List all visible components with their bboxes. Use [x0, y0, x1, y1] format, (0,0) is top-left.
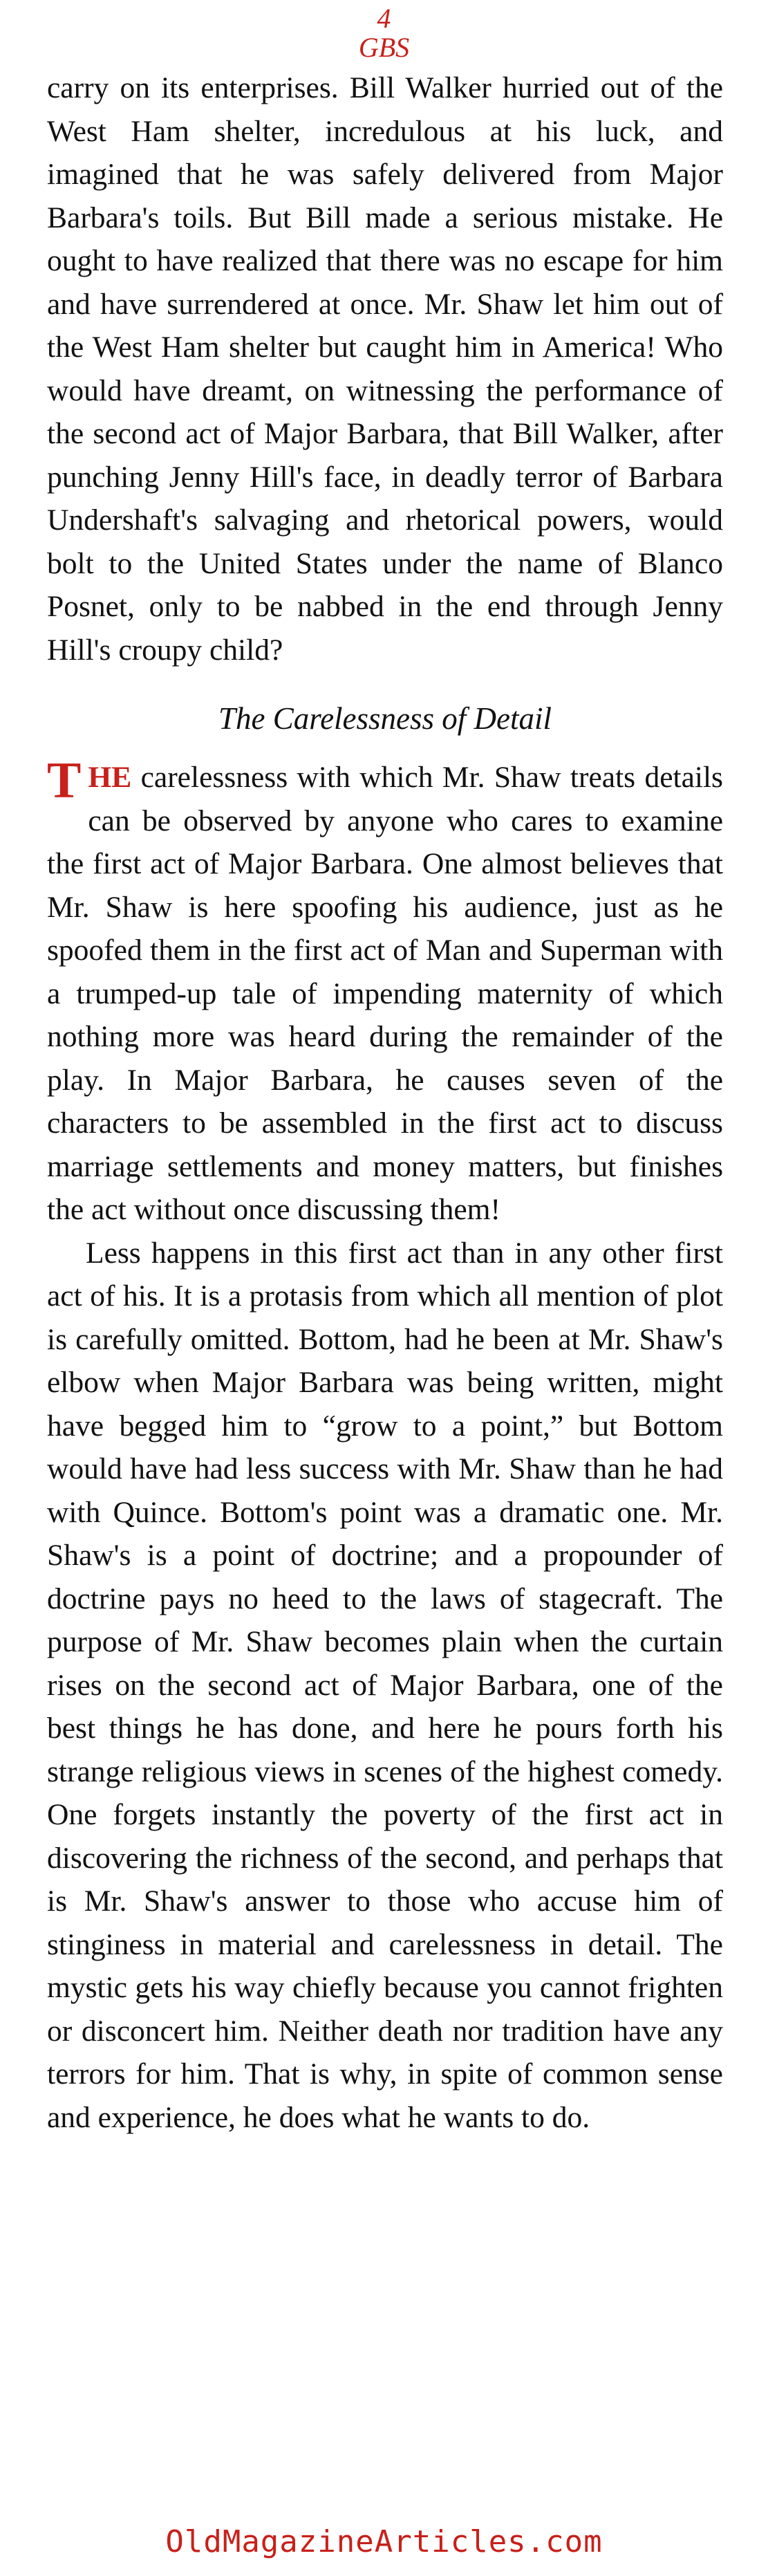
running-head: GBS: [358, 32, 410, 63]
drop-cap: T: [47, 752, 82, 809]
page-header: [0, 0, 768, 62]
section-heading: The Carelessness of Detail: [218, 701, 552, 736]
paragraph-continuation: carry on its enterprises. Bill Walker hurried out of the West Ham shelter, incredulous at his luck, and imagined that he was safely delivered from Major Barbara's toils. But Bill made a serious mistake. He ought to have realized that there was no escape for him and have surrendered at once. Mr. Shaw let him out of the West Ham shelter but caught him in America! Who would have dreamt, on witnessing the performance of the second act of Major Barbara, that Bill Walker, after punching Jenny Hill's face, in deadly terror of Barbara Undershaft's salvaging and rhetorical powers, would bolt to the United States under the name of Blanco Posnet, only to be nabbed in the end through Jenny Hill's croupy child?: [47, 71, 723, 667]
page-number: 4: [377, 3, 391, 34]
paragraph-opening: [47, 752, 723, 1232]
paragraph-body: Less happens in this first act than in any other first act of his. It is a protasis from which all mention of plot is carefully omitted. Bottom, had he been at Mr. Shaw's elbow when Major Barbara was being written, might have begged him to “grow to a point,” but Bottom would have had less success with Mr. Shaw than he had with Quince. Bottom's point was a dramatic one. Mr. Shaw's is a point of doctrine; and a propounder of doctrine pays no heed to the laws of stagecraft. The purpose of Mr. Shaw becomes plain when the curtain rises on the second act of Major Barbara, one of the best things he has done, and here he pours forth his strange religious views in scenes of the highest comedy. One forgets instantly the poverty of the first act in discovering the richness of the second, and perhaps that is Mr. Shaw's answer to those who accuse him of stinginess in material and carelessness in detail. The mystic gets his way chiefly because you cannot frighten or disconcert him. Neither death nor tradition have any terrors for him. That is why, in spite of common sense and experience, he does what he wants to do.: [47, 1236, 723, 2134]
article-body: [47, 66, 723, 2139]
drop-cap-rest: HE: [88, 761, 132, 794]
paragraph-opening-text: carelessness with which Mr. Shaw treats details can be observed by anyone who cares to examine the first act of Major Barbara. One almost believes that Mr. Shaw is here spoofing his audience, just as he spoofed them in the first act of Man and Superman with a trumped-up tale of impending maternity of which nothing more was heard during the remainder of the play. In Major Barbara, he causes seven of the characters to be assembled in the first act to discuss marriage settlements and money matters, but finishes the act without once discussing them!: [47, 761, 723, 1226]
site-footer: OldMagazineArticles.com: [165, 2524, 603, 2559]
